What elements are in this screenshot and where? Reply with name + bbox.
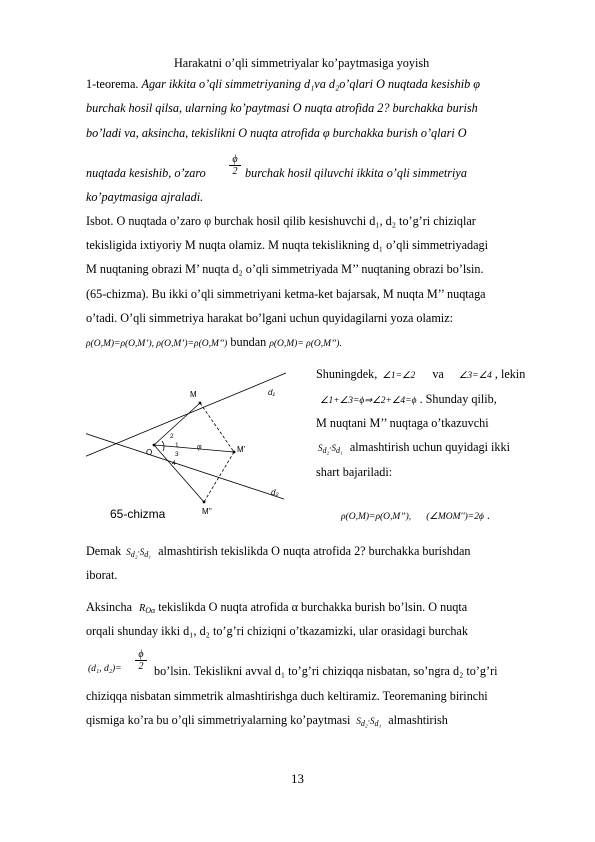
rho-equalities: ρ(O,M)=ρ(O,M’), ρ(O,M’)=ρ(O,M’’) — [86, 339, 228, 349]
label-angle-3: 3 — [175, 451, 179, 458]
theorem-label: 1-teorema. — [86, 77, 139, 91]
right-line-3: M nuqtani M’’ nuqtaga o’tkazuvchi — [316, 416, 489, 430]
right-text-2: . Shunday qilib, — [419, 392, 497, 406]
after-text-1: almashtirish tekislikda O nuqta atrofida 2? burchakka burishdan — [158, 544, 471, 558]
figure-65 — [86, 363, 301, 523]
fraction-phi-over-2-b — [135, 649, 147, 672]
word-shuningdek: Shuningdek, — [316, 367, 378, 381]
after-line-1 — [86, 544, 471, 562]
label-m2: M'' — [202, 507, 212, 516]
after-text-5: bo’lsin. Tekislikni avval d₁ to’g’ri chiziqqa nisbatan, so’ngra d₂ to’g’ri — [154, 664, 498, 678]
symbol-s-sub-2: d₁ — [336, 446, 343, 455]
segment-o-m1 — [154, 445, 234, 452]
page-number: 13 — [291, 771, 304, 786]
segment-m1-m2 — [204, 452, 234, 502]
theorem-line-1 — [86, 77, 480, 92]
right-line-6 — [341, 508, 490, 525]
after-line-7 — [86, 713, 448, 731]
word-va: va — [432, 367, 444, 381]
after-line-6: chiziqqa nisbatan simmetrik almashtirishga duch keltiramiz. Teoremaning birinchi — [86, 689, 488, 703]
figure-caption: 65-chizma — [110, 507, 166, 521]
after-line-5 — [88, 660, 122, 677]
after-line-2: iborat. — [86, 568, 118, 582]
theorem-line-2: burchak hosil qilsa, ularning ko’paytmasi O nuqta atrofida 2? burchakka burish — [86, 101, 478, 115]
segment-o-m2 — [154, 445, 204, 502]
label-o: O — [146, 448, 153, 457]
theorem-line-4b: burchak hosil qiluvchi ikkita o’qli simmetriya — [245, 166, 467, 180]
label-angle-4: 4 — [172, 460, 176, 467]
label-m: M — [190, 390, 197, 399]
fraction-numerator-b: ϕ — [138, 649, 144, 660]
label-angle-1: 1 — [175, 442, 179, 449]
theorem-text-1: Agar ikkita o’qli simmetriyaning d₁va d₂o’qlari O nuqtada kesishib φ — [141, 77, 480, 91]
page-title: Harakatni o’qli simmetriyalar ko’paytmasiga yoyish — [174, 56, 430, 70]
label-d1: d₁ — [268, 388, 275, 397]
angle-d1-d2: (d₁, d₂)= — [88, 664, 122, 674]
angle-eq-3-4: ∠3=∠4 — [458, 371, 492, 381]
symbol-s-letter-2: S — [331, 443, 337, 453]
word-bundan: bundan — [230, 335, 267, 349]
after-text-7b: almashtirish — [388, 713, 448, 727]
right-text-4: almashtirish uchun quyidagi ikki — [349, 440, 510, 454]
point-m1 — [233, 451, 236, 454]
angle-sum-formula: ∠1+∠3=ϕ⇒∠2+∠4=ϕ — [320, 396, 417, 406]
fraction-denominator-b: 2 — [135, 660, 147, 672]
after-text-7a: qismiga ko’ra bu o’qli simmetriyalarning ko’paytmasi — [86, 713, 351, 727]
rho-conclusion: ρ(O,M)= ρ(O,M’’). — [269, 339, 342, 349]
after-line-3 — [86, 600, 467, 618]
proof-line-5: o’tadi. O’qli simmetriya harakat bo’lgani uchun quyidagilarni yoza olamiz: — [86, 311, 453, 325]
fraction-denominator: 2 — [229, 165, 241, 177]
after-text-3: tekislikda O nuqta atrofida α burchakka burish bo’lsin. O nuqta — [158, 600, 468, 614]
after-line-4: orqali shunday ikki d₁, d₂ to’g’ri chiziqni o’tkazamizki, ular orasidagi burchak — [86, 624, 468, 638]
right-period: . — [486, 508, 490, 522]
point-m — [199, 402, 202, 405]
fraction-numerator: ϕ — [232, 154, 238, 165]
proof-line-4: (65-chizma). Bu ikki o’qli simmetriyani ketma-ket bajarsak, M nuqta M’’ nuqtaga — [86, 287, 486, 301]
line-d2 — [86, 433, 284, 499]
symbol-rotation: $R_{O\alpha}$ — [139, 603, 156, 615]
word-lekin: , lekin — [494, 367, 526, 381]
word-demak: Demak — [86, 544, 122, 558]
point-m2 — [203, 501, 206, 504]
fraction-phi-over-2 — [229, 154, 241, 177]
line-d1 — [86, 373, 286, 457]
right-line-4 — [318, 440, 510, 458]
label-phi: φ — [197, 444, 202, 451]
symbol-s-composition-2: Sd₂·Sd₁ — [356, 716, 382, 728]
angle-eq-1-2: ∠1=∠2 — [382, 371, 416, 381]
right-line-1 — [316, 367, 525, 384]
theorem-line-4a: nuqtada kesishib, o’zaro — [86, 166, 206, 180]
proof-line-3: M nuqtaning obrazi M’ nuqta d₂ o’qli simmetriyada M’’ nuqtaning obrazi bo’lsin. — [86, 262, 484, 276]
label-d2: d₂ — [271, 488, 279, 497]
right-line-2 — [320, 392, 497, 409]
symbol-s-composition: Sd₂·Sd₁ — [126, 547, 152, 559]
symbol-s-letter: S — [318, 443, 323, 453]
proof-line-6 — [86, 335, 342, 352]
rho-condition: ρ(O,M)=ρ(O,M’’), — [341, 512, 412, 522]
right-line-5: shart bajariladi: — [316, 465, 393, 479]
point-o — [153, 444, 156, 447]
angle-condition: (∠MOM'')=2ϕ — [426, 512, 484, 522]
proof-line-2: tekisligida ixtiyoriy M nuqta olamiz. M nuqta tekislikning d₁ o’qli simmetriyadagi — [86, 238, 488, 252]
label-angle-2: 2 — [170, 433, 174, 440]
theorem-line-5: ko’paytmasiga ajraladi. — [86, 190, 204, 204]
word-aksincha: Aksincha — [86, 600, 133, 614]
proof-line-1: Isbot. O nuqtada o’zaro φ burchak hosil qilib kesishuvchi d₁, d₂ to’g’ri chiziqlar — [86, 214, 476, 228]
segment-m-m1 — [200, 403, 234, 452]
symbol-s: Sd₂·Sd₁ — [318, 443, 343, 455]
segment-m-o — [154, 403, 200, 445]
label-m1: M' — [237, 445, 246, 454]
symbol-r-letter: R — [139, 603, 146, 614]
theorem-line-3: bo’ladi va, aksincha, tekislikni O nuqta atrofida φ burchakka burish o’qlari O — [86, 126, 467, 140]
symbol-s-sub: d₂ — [322, 446, 330, 455]
